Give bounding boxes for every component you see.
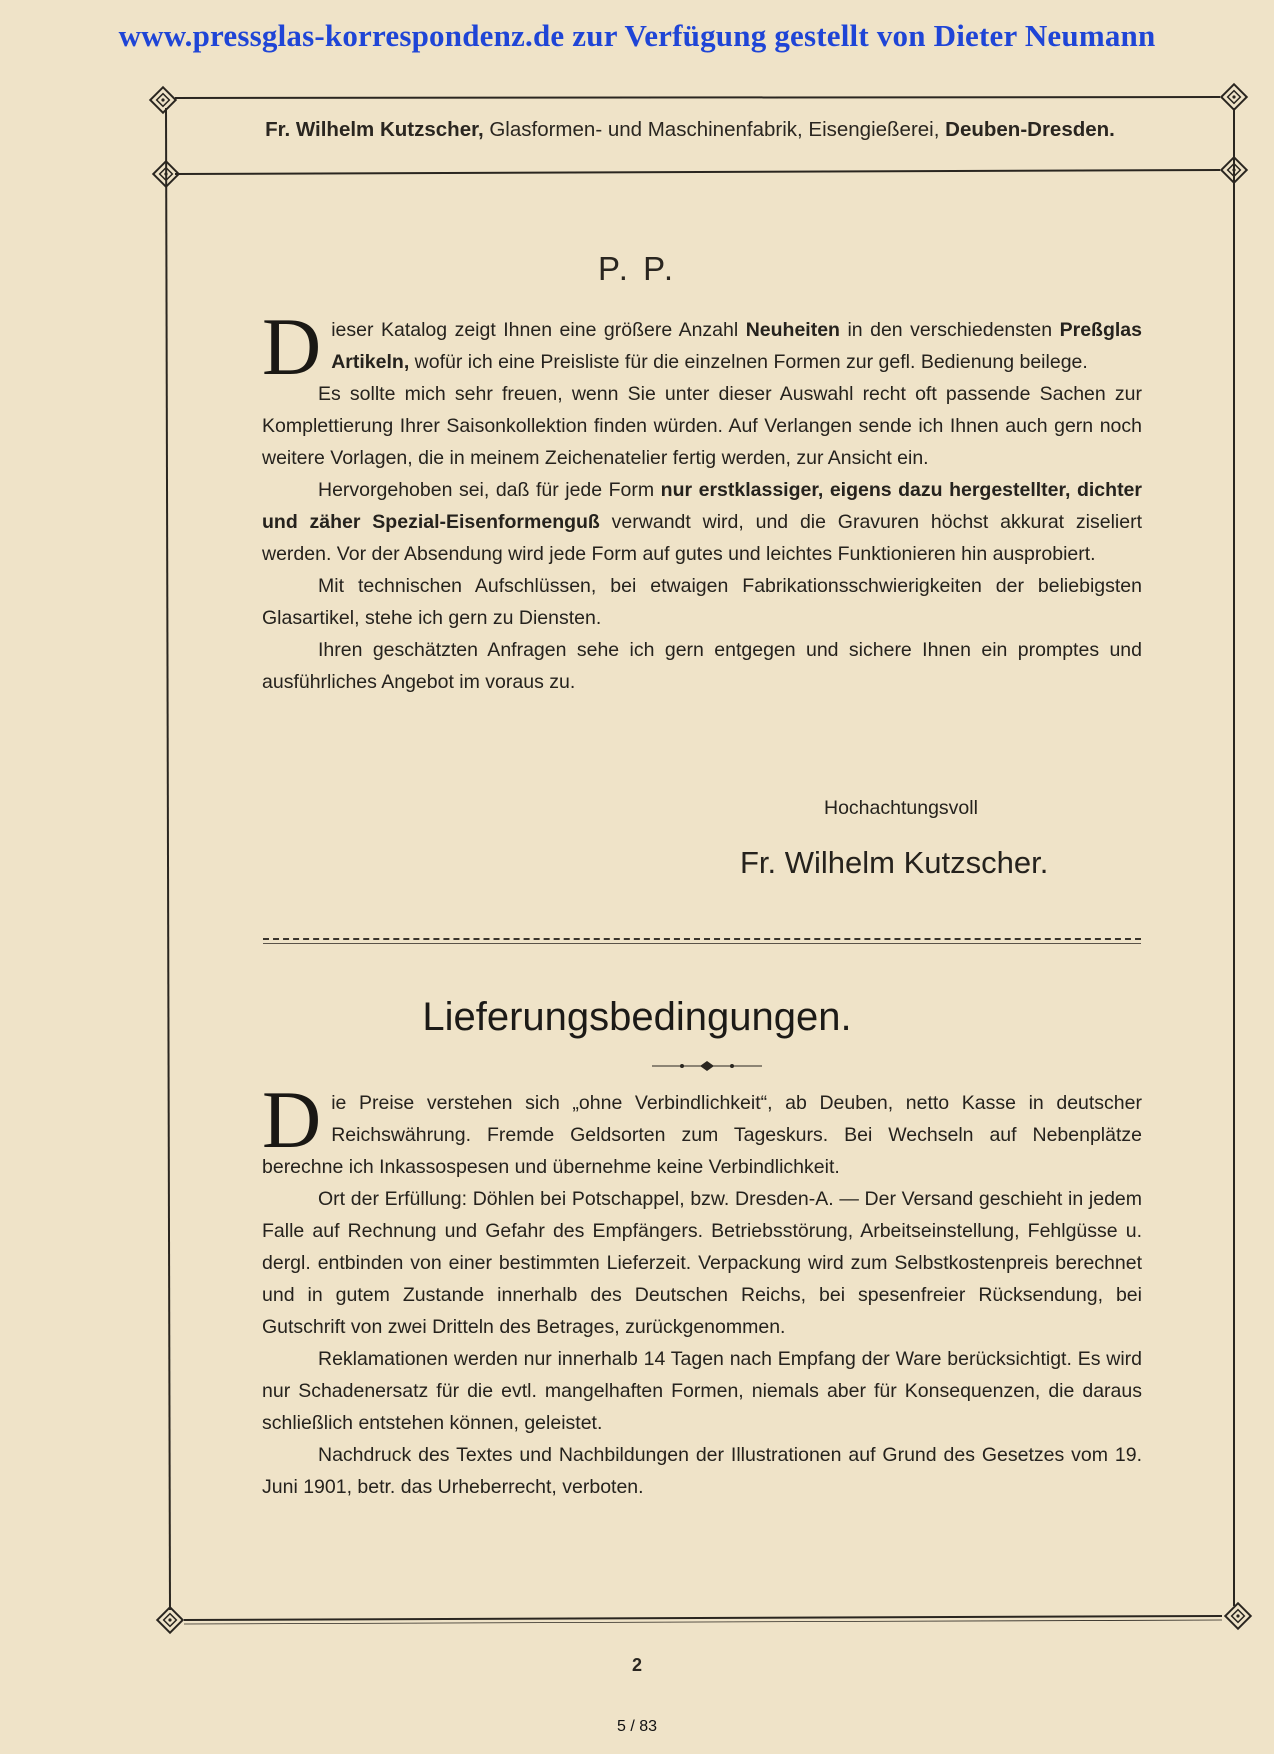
page-indicator: 5 / 83 xyxy=(616,1718,658,1735)
corner-ornament-icon xyxy=(1225,1603,1250,1628)
letter-paragraph-4: Mit technischen Aufschlüssen, bei etwaigen Fabrikationsschwierigkeiten der beliebigsten Glasartikel, stehe ich gern zu Diensten. xyxy=(262,575,1142,629)
letter-paragraph-1: Dieser Katalog zeigt Ihnen eine größere Anzahl Neuheiten in den verschiedensten Preßglas Artikeln, wofür ich eine Preisliste für die einzelnen Formen zur gefl. Bedienung beilege. xyxy=(262,301,1142,392)
closing-phrase: Hochachtungsvoll xyxy=(824,797,978,819)
letter-paragraph-2: Es sollte mich sehr freuen, wenn Sie unter dieser Auswahl recht oft passende Sachen zur Komplettierung Ihrer Saisonkollektion finden würden. Auf Verlangen sende ich Ihnen auch gern noch weitere Vorlagen, die in meinem Zeichenatelier fertig werden, zur Ansicht ein. xyxy=(262,383,1142,469)
corner-ornament-icon xyxy=(1221,84,1246,109)
signature: Fr. Wilhelm Kutzscher. xyxy=(740,845,1049,880)
header-bottom-rule xyxy=(175,170,1220,174)
terms-body xyxy=(262,1074,1142,1503)
terms-paragraph-4: Nachdruck des Textes und Nachbildungen der Illustrationen auf Grund des Gesetzes vom 19. Juni 1901, betr. das Urheberrecht, verboten. xyxy=(262,1444,1142,1498)
company-name: Fr. Wilhelm Kutzscher, xyxy=(265,118,484,141)
bottom-rule xyxy=(184,1616,1222,1620)
dropcap: D xyxy=(262,301,322,392)
terms-paragraph-3: Reklamationen werden nur innerhalb 14 Tagen nach Empfang der Ware berücksichtigt. Es wird nur Schadenersatz für die evtl. mangelhaften Formen, niemals aber für Konsequenzen, die daraus schließlich entstehen können, geleistet. xyxy=(262,1348,1142,1434)
page-number: 2 xyxy=(631,1655,642,1675)
bottom-rule-inner xyxy=(184,1620,1222,1624)
top-rule xyxy=(175,97,1220,98)
corner-ornament-icon xyxy=(150,87,175,112)
ornament-divider-icon xyxy=(652,1058,762,1074)
watermark-banner: www.pressglas-korrespondenz.de zur Verfügung gestellt von Dieter Neumann xyxy=(118,18,1156,53)
section-title: Lieferungsbedingungen. xyxy=(422,995,852,1039)
letter-paragraph-3: Hervorgehoben sei, daß für jede Form nur erstklassiger, eigens dazu hergestellter, dichter und zäher Spezial-Eisenformenguß verwandt wird, und die Gravuren höchst akkurat ziseliert werden. Vor der Absendung wird jede Form auf gutes und leichtes Funktionieren hin ausprobiert. xyxy=(262,479,1143,565)
salutation: P. P. xyxy=(597,250,677,287)
section-divider-line xyxy=(263,943,1141,944)
letterhead xyxy=(175,118,1205,142)
letter-paragraph-5: Ihren geschätzten Anfragen sehe ich gern entgegen und sichere Ihnen ein promptes und ausführliches Angebot im voraus zu. xyxy=(262,639,1142,693)
letter-body xyxy=(262,301,1143,698)
dropcap: D xyxy=(262,1074,322,1165)
terms-paragraph-2: Ort der Erfüllung: Döhlen bei Potschappel, bzw. Dresden-A. — Der Versand geschieht in jedem Falle auf Rechnung und Gefahr des Empfängers. Betriebsstörung, Arbeitseinstellung, Fehlgüsse u. dergl. entbinden von einer bestimmten Lieferzeit. Verpackung wird zum Selbstkostenpreis berechnet und in gutem Zustande innerhalb des Deutschen Reichs, bei spesenfreier Rücksendung, bei Gutschrift von zwei Dritteln des Betrages, zurückgenommen. xyxy=(262,1188,1142,1338)
company-business: Glasformen- und Maschinenfabrik, Eisengießerei, xyxy=(489,118,940,141)
company-location: Deuben-Dresden. xyxy=(945,118,1115,141)
terms-paragraph-1: Die Preise verstehen sich „ohne Verbindlichkeit“, ab Deuben, netto Kasse in deutscher Reichswährung. Fremde Geldsorten zum Tageskurs. Bei Wechseln auf Nebenplätze berechne ich Inkassospesen und übernehme keine Verbindlichkeit. xyxy=(262,1074,1142,1178)
section-divider xyxy=(263,938,1141,940)
corner-ornament-icon xyxy=(157,1607,182,1632)
left-rule xyxy=(166,108,170,1610)
